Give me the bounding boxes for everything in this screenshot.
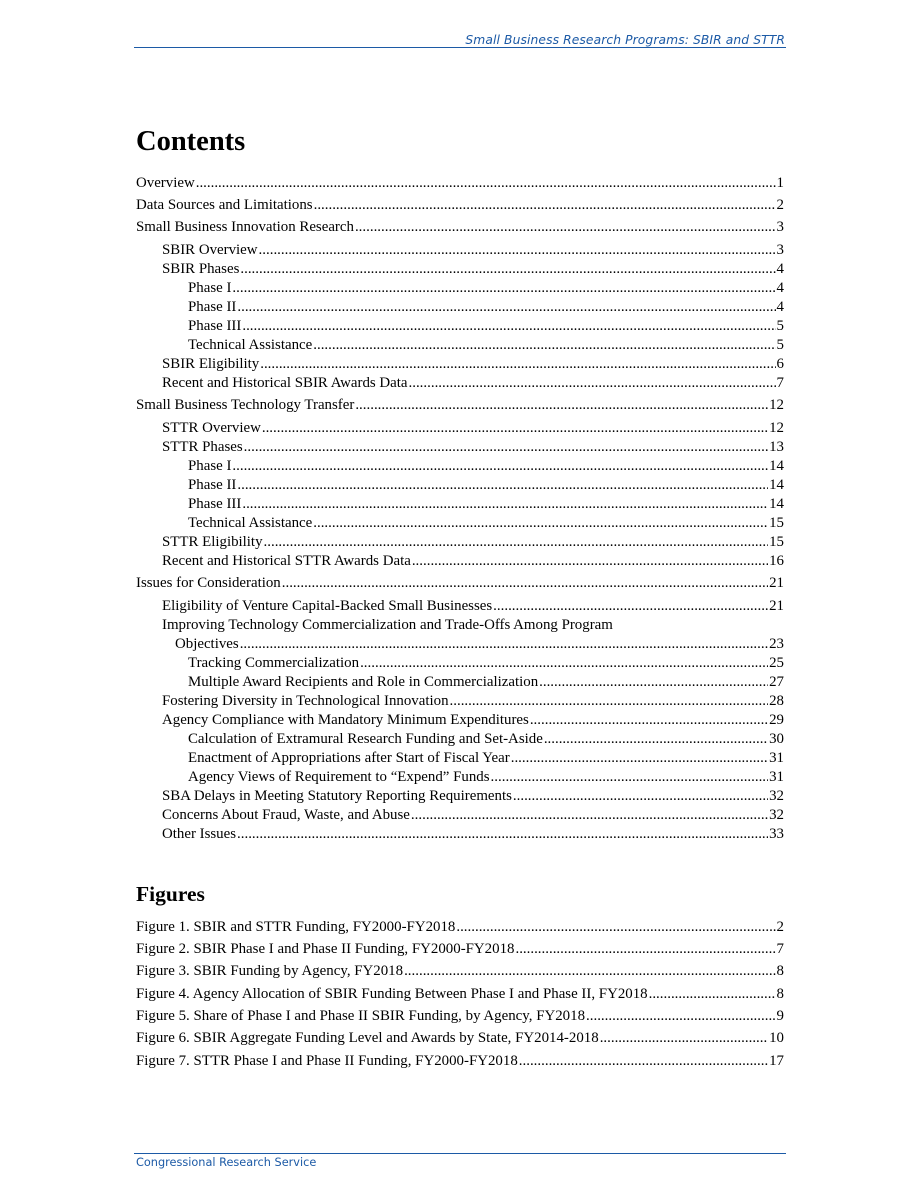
- toc-entry-commercialization-line2[interactable]: Objectives ..... 23: [175, 635, 784, 654]
- toc-entry-sba-delays[interactable]: SBA Delays in Meeting Statutory Reporting Requirements ..... 32: [162, 787, 784, 806]
- figure-entry-7[interactable]: Figure 7. STTR Phase I and Phase II Funding, FY2000-FY2018 ..... 17: [136, 1052, 784, 1071]
- toc-entry-sttr[interactable]: Small Business Technology Transfer ..... 12: [136, 396, 784, 415]
- toc-entry-sttr-technical-assistance[interactable]: Technical Assistance ..... 15: [188, 514, 784, 533]
- toc-entry-sttr-phase-2[interactable]: Phase II ..... 14: [188, 476, 784, 495]
- toc-entry-sbir-overview[interactable]: SBIR Overview ..... 3: [162, 241, 784, 260]
- toc-entry-fraud-waste-abuse[interactable]: Concerns About Fraud, Waste, and Abuse ..... 32: [162, 806, 784, 825]
- toc-entry-commercialization-line1[interactable]: Improving Technology Commercialization and Trade-Offs Among Program: [162, 617, 613, 633]
- header-rule: [134, 47, 786, 48]
- toc-entry-fostering-diversity[interactable]: Fostering Diversity in Technological Innovation ..... 28: [162, 692, 784, 711]
- figure-entry-4[interactable]: Figure 4. Agency Allocation of SBIR Funding Between Phase I and Phase II, FY2018 ..... 8: [136, 985, 784, 1004]
- toc-entry-data-sources[interactable]: Data Sources and Limitations ..... 2: [136, 196, 784, 215]
- toc-entry-sttr-phase-3[interactable]: Phase III ..... 14: [188, 495, 784, 514]
- footer-rule: [134, 1153, 786, 1154]
- figure-entry-3[interactable]: Figure 3. SBIR Funding by Agency, FY2018 ..... 8: [136, 962, 784, 981]
- toc-entry-sbir-technical-assistance[interactable]: Technical Assistance ..... 5: [188, 336, 784, 355]
- toc-entry-agency-compliance[interactable]: Agency Compliance with Mandatory Minimum Expenditures ..... 29: [162, 711, 784, 730]
- toc-entry-sbir-awards-data[interactable]: Recent and Historical SBIR Awards Data ..... 7: [162, 374, 784, 393]
- toc-entry-sbir-phase-2[interactable]: Phase II ..... 4: [188, 298, 784, 317]
- toc-entry-sbir-phase-1[interactable]: Phase I ..... 4: [188, 279, 784, 298]
- toc-entry-venture-capital[interactable]: Eligibility of Venture Capital-Backed Small Businesses ..... 21: [162, 597, 784, 616]
- toc-entry-multiple-award-recipients[interactable]: Multiple Award Recipients and Role in Commercialization ..... 27: [188, 673, 784, 692]
- toc-entry-sttr-overview[interactable]: STTR Overview ..... 12: [162, 419, 784, 438]
- toc-entry-tracking-commercialization[interactable]: Tracking Commercialization ..... 25: [188, 654, 784, 673]
- toc-entry-sttr-awards-data[interactable]: Recent and Historical STTR Awards Data ..... 16: [162, 552, 784, 571]
- toc-entry-sbir[interactable]: Small Business Innovation Research ..... 3: [136, 218, 784, 237]
- figure-entry-2[interactable]: Figure 2. SBIR Phase I and Phase II Funding, FY2000-FY2018 ..... 7: [136, 940, 784, 959]
- toc-entry-sbir-phase-3[interactable]: Phase III ..... 5: [188, 317, 784, 336]
- contents-heading: Contents: [136, 126, 246, 157]
- footer-publisher: Congressional Research Service: [136, 1156, 317, 1169]
- toc-entry-appropriations-enactment[interactable]: Enactment of Appropriations after Start of Fiscal Year ..... 31: [188, 749, 784, 768]
- toc-entry-sbir-eligibility[interactable]: SBIR Eligibility ..... 6: [162, 355, 784, 374]
- toc-entry-agency-views-expend[interactable]: Agency Views of Requirement to “Expend” Funds ..... 31: [188, 768, 784, 787]
- toc-entry-sttr-phases[interactable]: STTR Phases ..... 13: [162, 438, 784, 457]
- toc-entry-overview[interactable]: Overview ..... 1: [136, 174, 784, 193]
- toc-entry-extramural-calculation[interactable]: Calculation of Extramural Research Funding and Set-Aside ..... 30: [188, 730, 784, 749]
- toc-entry-sttr-phase-1[interactable]: Phase I ..... 14: [188, 457, 784, 476]
- figure-entry-6[interactable]: Figure 6. SBIR Aggregate Funding Level and Awards by State, FY2014-2018 ..... 10: [136, 1029, 784, 1048]
- toc-entry-sttr-eligibility[interactable]: STTR Eligibility ..... 15: [162, 533, 784, 552]
- toc-entry-issues[interactable]: Issues for Consideration ..... 21: [136, 574, 784, 593]
- running-header: Small Business Research Programs: SBIR and STTR: [465, 33, 785, 47]
- toc-entry-sbir-phases[interactable]: SBIR Phases ..... 4: [162, 260, 784, 279]
- figure-entry-5[interactable]: Figure 5. Share of Phase I and Phase II SBIR Funding, by Agency, FY2018 ..... 9: [136, 1007, 784, 1026]
- toc-entry-other-issues[interactable]: Other Issues ..... 33: [162, 825, 784, 844]
- figure-entry-1[interactable]: Figure 1. SBIR and STTR Funding, FY2000-FY2018 ..... 2: [136, 918, 784, 937]
- figures-heading: Figures: [136, 882, 205, 906]
